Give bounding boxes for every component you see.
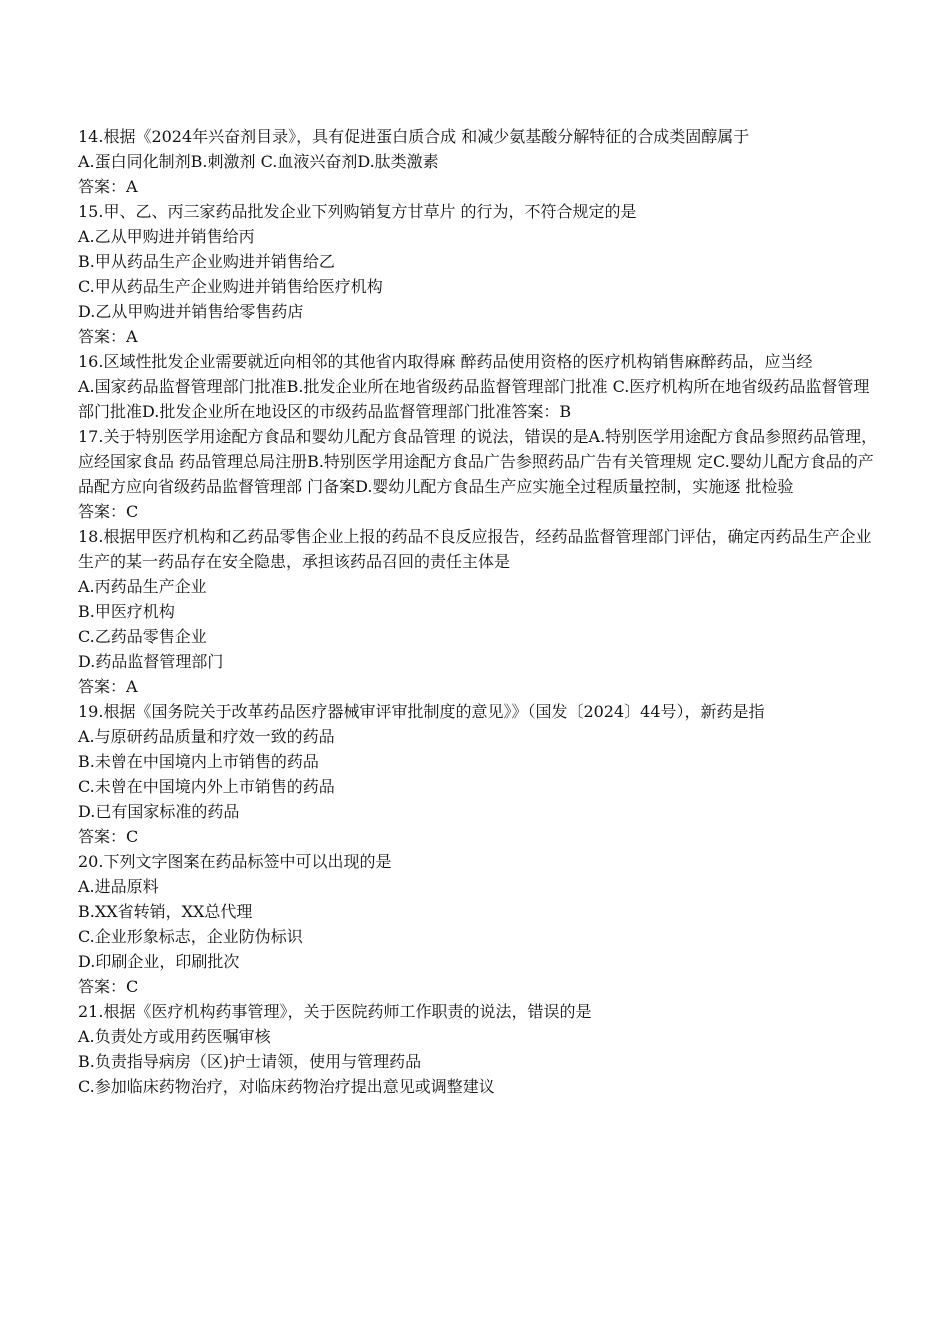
question-18-option-c: C.乙药品零售企业 [78,627,207,646]
question-15-option-c: C.甲从药品生产企业购进并销售给医疗机构 [78,277,383,296]
question-15-stem: 15.甲、乙、丙三家药品批发企业下列购销复方甘草片 的行为，不符合规定的是 [78,202,637,221]
question-20-stem: 20.下列文字图案在药品标签中可以出现的是 [78,852,392,871]
question-16-stem: 16.区域性批发企业需要就近向相邻的其他省内取得麻 醉药品使用资格的医疗机构销售麻醉药品，应当经 [78,352,813,371]
question-18-option-b: B.甲医疗机构 [78,602,175,621]
question-18-option-a: A.丙药品生产企业 [78,577,207,596]
question-16-options-answer: A.国家药品监督管理部门批准B.批发企业所在地省级药品监督管理部门批准 C.医疗机构所在地省级药品监督管理部门批准D.批发企业所在地设区的市级药品监督管理部门批准答案：B [78,377,870,421]
question-21-option-c: C.参加临床药物治疗，对临床药物治疗提出意见或调整建议 [78,1077,495,1096]
question-14-options: A.蛋白同化制剂B.刺激剂 C.血液兴奋剂D.肽类激素 [78,152,439,171]
question-18-option-d: D.药品监督管理部门 [78,652,224,671]
question-15-option-b: B.甲从药品生产企业购进并销售给乙 [78,252,335,271]
question-18-answer: 答案：A [78,677,138,696]
question-21-option-a: A.负责处方或用药医嘱审核 [78,1027,271,1046]
question-19-stem: 19.根据《国务院关于改革药品医疗器械审评审批制度的意见》》（国发〔2024〕44号），新药是指 [78,702,765,721]
question-15-option-d: D.乙从甲购进并销售给零售药店 [78,302,304,321]
question-21-stem: 21.根据《医疗机构药事管理》，关于医院药师工作职责的说法，错误的是 [78,1002,592,1021]
question-20-option-c: C.企业形象标志，企业防伪标识 [78,927,303,946]
question-14-answer: 答案：A [78,177,138,196]
question-19-option-b: B.未曾在中国境内上市销售的药品 [78,752,319,771]
question-15-option-a: A.乙从甲购进并销售给丙 [78,227,255,246]
question-19-option-d: D.已有国家标准的药品 [78,802,240,821]
question-20-option-b: B.XX省转销，XX总代理 [78,902,253,921]
question-20-answer: 答案：C [78,977,139,996]
question-18-stem: 18.根据甲医疗机构和乙药品零售企业上报的药品不良反应报告，经药品监督管理部门评估，确定丙药品生产企业生产的某一药品存在安全隐患，承担该药品召回的责任主体是 [78,527,872,571]
question-17-stem-options: 17.关于特别医学用途配方食品和婴幼儿配方食品管理 的说法，错误的是A.特别医学用途配方食品参照药品管理，应经国家食品 药品管理总局注册B.特别医学用途配方食品广告参照药品广告有关管理规 定C.婴幼儿配方食品的产品配方应向省级药品监督管理部 门备案D.婴幼儿配方食品生产应实施全过程质量控制，实施逐 批检验 [78,427,878,496]
question-14-stem: 14.根据《2024年兴奋剂目录》，具有促进蛋白质合成 和减少氨基酸分解特征的合成类固醇属于 [78,127,750,146]
question-19-answer: 答案：C [78,827,139,846]
question-21-option-b: B.负责指导病房（区)护士请领，使用与管理药品 [78,1052,422,1071]
question-17-answer: 答案：C [78,502,139,521]
question-19-option-a: A.与原研药品质量和疗效一致的药品 [78,727,335,746]
question-20-option-d: D.印刷企业，印刷批次 [78,952,240,971]
question-20-option-a: A.进品原料 [78,877,159,896]
question-19-option-c: C.未曾在中国境内外上市销售的药品 [78,777,335,796]
document-body [78,124,884,1099]
question-15-answer: 答案：A [78,327,138,346]
